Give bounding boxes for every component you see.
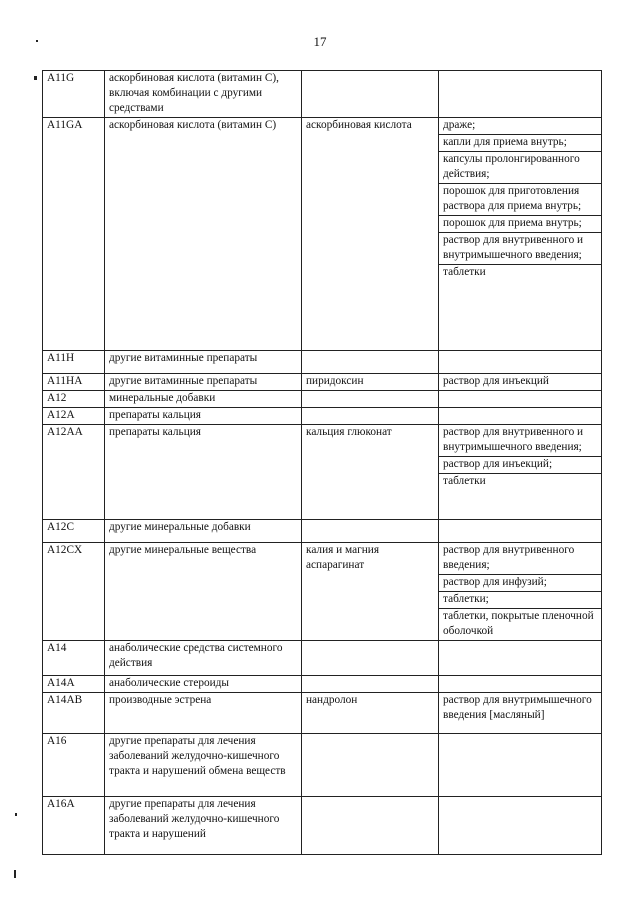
table-body [43,71,602,855]
atc-code-cell: A12CX [43,543,105,641]
atc-code-cell: A16A [43,797,105,855]
dosage-form-cell [439,520,602,543]
atc-group-name-cell: другие витаминные препараты [105,374,302,391]
dosage-form-item: раствор для инъекций; [439,456,601,473]
atc-group-name-cell: анаболические стероиды [105,676,302,693]
active-substance-cell [302,641,439,676]
active-substance-cell [302,676,439,693]
dosage-form-cell [439,391,602,408]
atc-code-cell: A12A [43,408,105,425]
atc-group-name-cell: препараты кальция [105,408,302,425]
atc-code-cell: A14 [43,641,105,676]
dosage-form-item: раствор для инъекций [443,375,549,387]
table-row [43,693,602,734]
active-substance-cell: аскорбиновая кислота [302,118,439,351]
table-row [43,797,602,855]
scan-speck [34,76,37,80]
dosage-form-item: раствор для внутривенного и внутримышечного введения; [439,232,601,264]
atc-code-cell: A12AA [43,425,105,520]
atc-code-cell: A11HA [43,374,105,391]
atc-code-cell: A11H [43,351,105,374]
atc-group-name-cell: другие витаминные препараты [105,351,302,374]
table-row [43,520,602,543]
dosage-form-item: раствор для внутривенного введения; [443,544,575,571]
dosage-form-cell [439,797,602,855]
drug-classification-table [42,70,602,855]
page-number: 17 [313,34,327,49]
active-substance-cell: нандролон [302,693,439,734]
atc-group-name-cell: анаболические средства системного действия [105,641,302,676]
atc-code-cell: A14AB [43,693,105,734]
atc-group-name-cell: минеральные добавки [105,391,302,408]
active-substance-cell: калия и магния аспарагинат [302,543,439,641]
atc-group-name-cell: препараты кальция [105,425,302,520]
dosage-form-item: драже; [443,119,476,131]
active-substance-cell: кальция глюконат [302,425,439,520]
active-substance-cell [302,797,439,855]
table-row [43,118,602,351]
atc-group-name-cell: аскорбиновая кислота (витамин С), включая комбинации с другими средствами [105,71,302,118]
atc-group-name-cell: аскорбиновая кислота (витамин С) [105,118,302,351]
table-row [43,676,602,693]
atc-code-cell: A16 [43,734,105,797]
dosage-form-item: раствор для внутримышечного введения [масляный] [443,694,592,721]
dosage-form-item: капсулы пролонгированного действия; [439,151,601,183]
atc-code-cell: A14A [43,676,105,693]
table-row [43,543,602,641]
dosage-form-cell [439,118,602,351]
dosage-form-cell [439,543,602,641]
atc-group-name-cell: другие минеральные вещества [105,543,302,641]
dosage-form-item: раствор для внутривенного и внутримышечного введения; [443,426,584,453]
active-substance-cell: пиридоксин [302,374,439,391]
dosage-form-item: таблетки, покрытые пленочной оболочкой [439,608,601,640]
atc-code-cell: A12 [43,391,105,408]
dosage-form-cell [439,408,602,425]
dosage-form-item: порошок для приготовления раствора для приема внутрь; [439,183,601,215]
dosage-form-cell [439,374,602,391]
atc-group-name-cell: производные эстрена [105,693,302,734]
scan-speck [36,40,38,42]
table-row [43,734,602,797]
active-substance-cell [302,734,439,797]
active-substance-cell [302,71,439,118]
active-substance-cell [302,520,439,543]
dosage-form-item: таблетки [439,264,601,281]
dosage-form-item: таблетки; [439,591,601,608]
atc-group-name-cell: другие препараты для лечения заболеваний желудочно-кишечного тракта и нарушений обмена веществ [105,734,302,797]
dosage-form-cell [439,676,602,693]
dosage-form-item: капли для приема внутрь; [439,134,601,151]
atc-code-cell: A12C [43,520,105,543]
atc-code-cell: A11GA [43,118,105,351]
table-row [43,425,602,520]
atc-code-cell: A11G [43,71,105,118]
table-row [43,71,602,118]
dosage-form-cell [439,734,602,797]
active-substance-cell [302,391,439,408]
dosage-form-cell [439,693,602,734]
dosage-form-cell [439,425,602,520]
scan-speck [14,870,16,878]
atc-group-name-cell: другие минеральные добавки [105,520,302,543]
active-substance-cell [302,408,439,425]
dosage-form-item: порошок для приема внутрь; [439,215,601,232]
scan-speck [15,813,17,816]
active-substance-cell [302,351,439,374]
dosage-form-item: раствор для инфузий; [439,574,601,591]
dosage-form-cell [439,641,602,676]
atc-group-name-cell: другие препараты для лечения заболеваний желудочно-кишечного тракта и нарушений [105,797,302,855]
table-row [43,391,602,408]
table-row [43,351,602,374]
table-row [43,408,602,425]
dosage-form-item: таблетки [439,473,601,490]
dosage-form-cell [439,71,602,118]
dosage-form-cell [439,351,602,374]
table-row [43,641,602,676]
table-row [43,374,602,391]
